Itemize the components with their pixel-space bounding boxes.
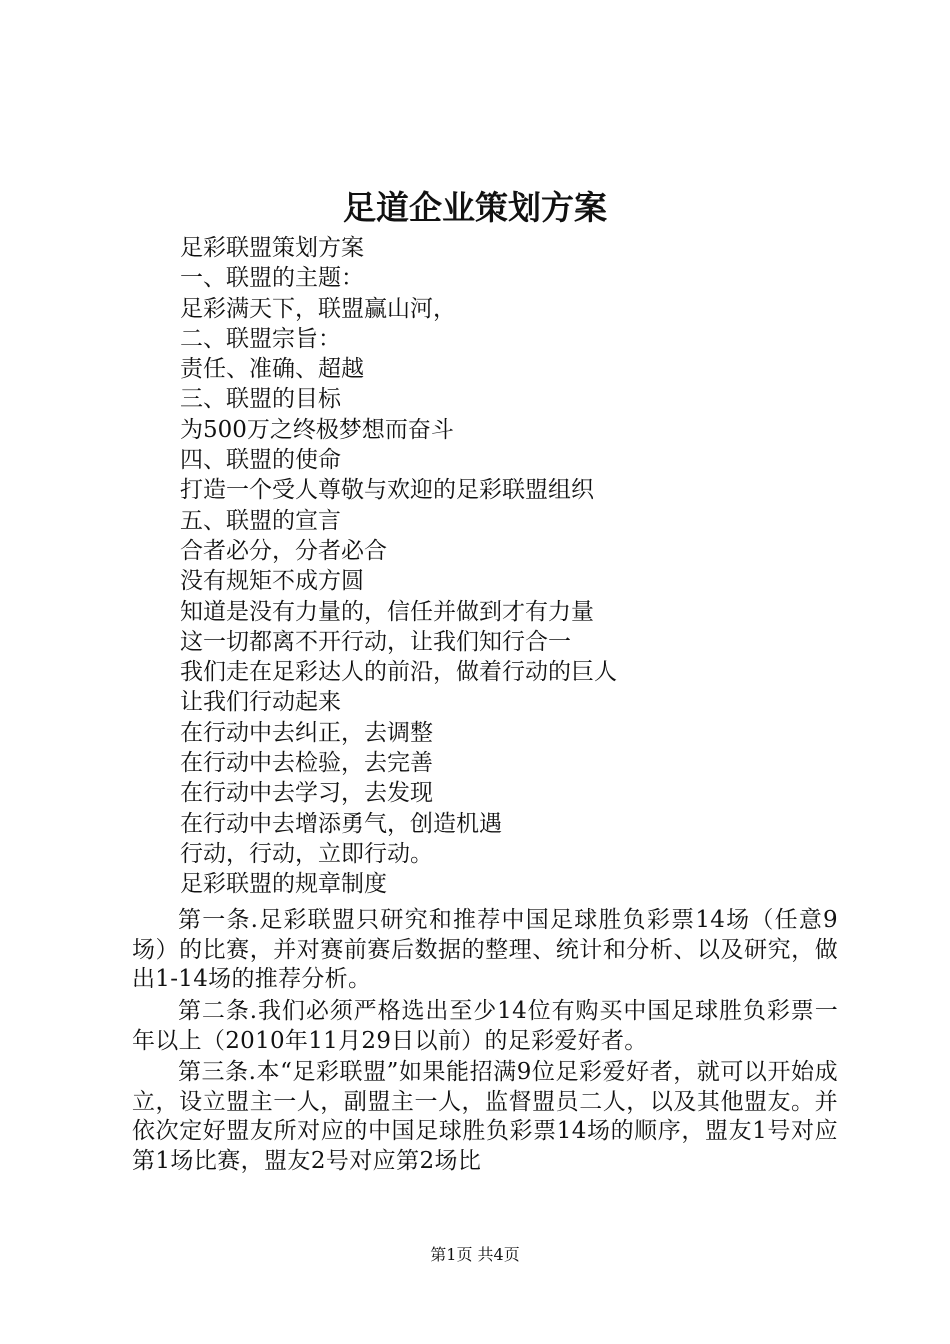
document-title: 足道企业策划方案 bbox=[343, 188, 607, 227]
text-line: 知道是没有力量的，信任并做到才有力量 bbox=[180, 598, 594, 625]
text-line: 我们走在足彩达人的前沿，做着行动的巨人 bbox=[180, 659, 617, 686]
text-line: 足彩联盟的规章制度 bbox=[180, 871, 387, 898]
article-paragraph-3: 第三条.本“足彩联盟”如果能招满9位足彩爱好者，就可以开始成立，设立盟主一人，副盟主一人，监督盟员二人，以及其他盟友。并依次定好盟友所对应的中国足球胜负彩票14场的顺序，盟友1号对应第1场比赛，盟友2号对应第2场比 bbox=[132, 1059, 838, 1174]
text-line: 二、联盟宗旨： bbox=[180, 325, 341, 352]
text-line: 这一切都离不开行动，让我们知行合一 bbox=[180, 628, 571, 655]
text-line: 让我们行动起来 bbox=[180, 689, 341, 716]
text-line: 足彩联盟策划方案 bbox=[180, 235, 364, 261]
page-footer: 第1页 共4页 bbox=[430, 1245, 520, 1264]
text-line: 责任、准确、超越 bbox=[180, 356, 364, 383]
text-line: 在行动中去学习，去发现 bbox=[180, 780, 433, 807]
article-paragraph-1: 第一条.足彩联盟只研究和推荐中国足球胜负彩票14场（任意9场）的比赛，并对赛前赛后数据的整理、统计和分析、以及研究，做出1-14场的推荐分析。 bbox=[132, 907, 838, 992]
text-line: 在行动中去检验，去完善 bbox=[180, 750, 433, 777]
text-line: 三、联盟的目标 bbox=[180, 386, 341, 413]
text-line: 打造一个受人尊敬与欢迎的足彩联盟组织 bbox=[180, 477, 594, 504]
text-line: 在行动中去纠正，去调整 bbox=[180, 719, 433, 746]
text-line: 行动，行动，立即行动。 bbox=[180, 840, 433, 867]
text-line: 五、联盟的宣言 bbox=[180, 507, 341, 534]
outline-lines bbox=[180, 233, 617, 900]
article-paragraph-2: 第二条.我们必须严格选出至少14位有购买中国足球胜负彩票一年以上（2010年11月29日以前）的足彩爱好者。 bbox=[132, 998, 838, 1054]
text-line: 在行动中去增添勇气，创造机遇 bbox=[180, 810, 502, 837]
text-line: 合者必分，分者必合 bbox=[180, 537, 387, 564]
text-line: 没有规矩不成方圆 bbox=[180, 568, 364, 595]
text-line: 为500万之终极梦想而奋斗 bbox=[180, 416, 454, 443]
text-line: 一、联盟的主题： bbox=[180, 265, 364, 292]
text-line: 四、联盟的使命 bbox=[180, 447, 341, 474]
text-line: 足彩满天下，联盟赢山河， bbox=[180, 295, 456, 322]
